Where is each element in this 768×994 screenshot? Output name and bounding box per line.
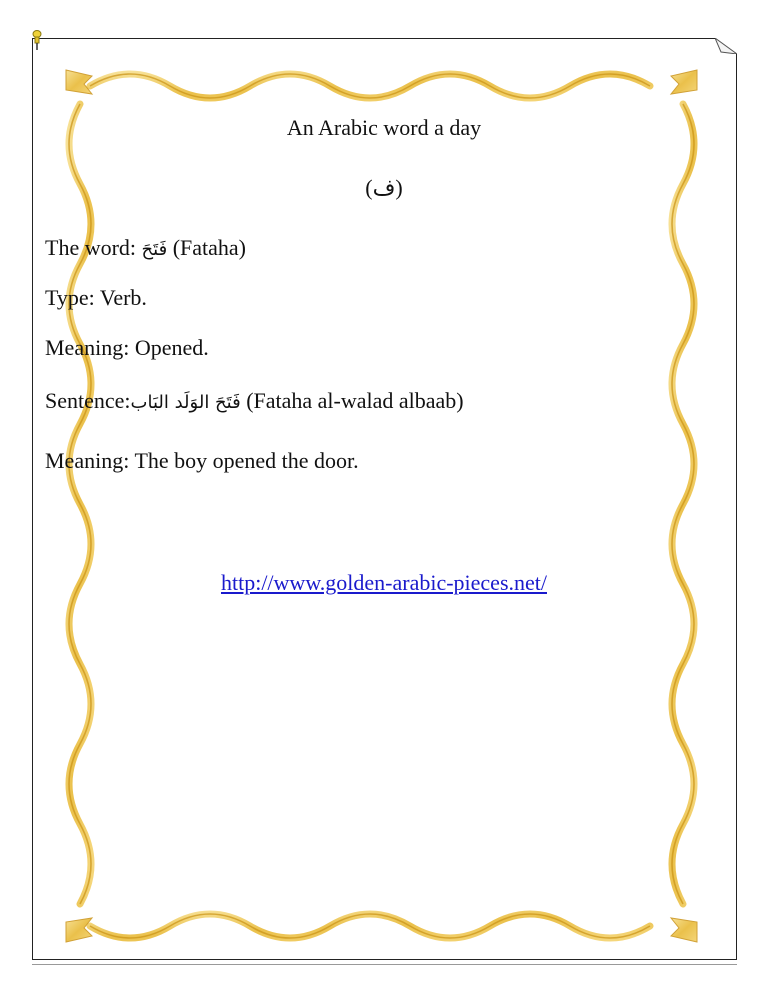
page-bottom-rule <box>32 964 737 965</box>
document-title: An Arabic word a day <box>286 115 482 140</box>
arabic-letter: (ف) <box>365 175 403 200</box>
word-line <box>45 235 246 261</box>
website-link[interactable]: http://www.golden-arabic-pieces.net/ <box>220 570 547 595</box>
sentence-meaning-line <box>45 448 359 474</box>
word-label: The word: <box>45 235 137 260</box>
sentence-label: Sentence: <box>45 388 131 413</box>
meaning-label: Meaning: <box>45 335 130 360</box>
website-link-row <box>0 570 768 596</box>
meaning-value: Opened. <box>134 335 209 360</box>
meaning-line <box>45 335 209 361</box>
type-label: Type: <box>45 285 95 310</box>
sentence-line <box>45 388 464 414</box>
word-transliteration: (Fataha) <box>172 235 246 260</box>
sentence-transliteration: (Fataha al-walad albaab) <box>246 388 464 413</box>
sentence-meaning-value: The boy opened the door. <box>134 448 359 473</box>
word-arabic: فَتَحَ <box>141 239 168 260</box>
sentence-meaning-label: Meaning: <box>45 448 130 473</box>
type-value: Verb. <box>99 285 147 310</box>
pin-icon <box>31 29 43 51</box>
sentence-arabic: فَتَحَ الوَلَد البَاب <box>130 392 241 413</box>
page-fold-icon <box>715 38 737 54</box>
type-line <box>45 285 147 311</box>
